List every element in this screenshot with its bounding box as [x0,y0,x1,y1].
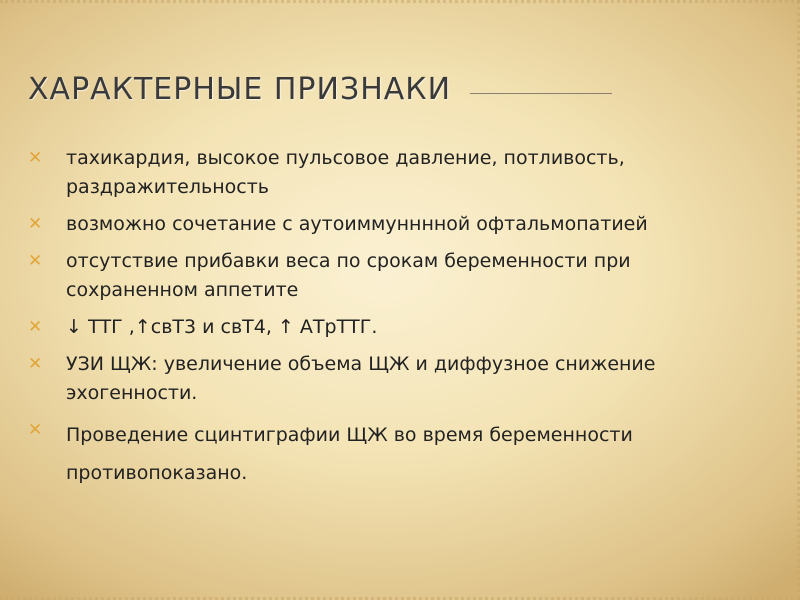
bullet-marker-icon: ✕ [28,317,43,337]
slide-title: ХАРАКТЕРНЫЕ ПРИЗНАКИ [28,72,452,107]
bullet-item [28,247,768,305]
bullet-marker-icon: ✕ [28,214,43,234]
bullet-marker-icon: ✕ [28,420,43,440]
bullet-text: тахикардия, высокое пульсовое давление, потливость, раздражительность [66,147,625,198]
decorative-border-bottom [0,589,800,600]
bullet-item [28,144,768,202]
title-underline [470,93,612,94]
bullet-item [28,210,768,239]
bullet-marker-icon: ✕ [28,148,43,168]
decorative-border-right [789,0,800,600]
bullet-marker-icon: ✕ [28,354,43,374]
bullet-marker-icon: ✕ [28,251,43,271]
bullet-item [28,350,768,408]
bullet-text: УЗИ ЩЖ: увеличение объема ЩЖ и диффузное снижение эхогенности. [66,353,656,404]
bullet-item [28,416,768,492]
decorative-border-top [0,0,800,13]
bullet-text: возможно сочетание с аутоиммунннной офтальмопатией [66,213,648,235]
bullet-text: ↓ ТТГ ,↑свТ3 и свТ4, ↑ АТрТТГ. [66,316,378,338]
bullet-list [28,144,768,500]
bullet-text: Проведение сцинтиграфии ЩЖ во время беременности противопоказано. [66,424,633,484]
bullet-item [28,313,768,342]
bullet-text: отсутствие прибавки веса по срокам беременности при сохраненном аппетите [66,250,631,301]
